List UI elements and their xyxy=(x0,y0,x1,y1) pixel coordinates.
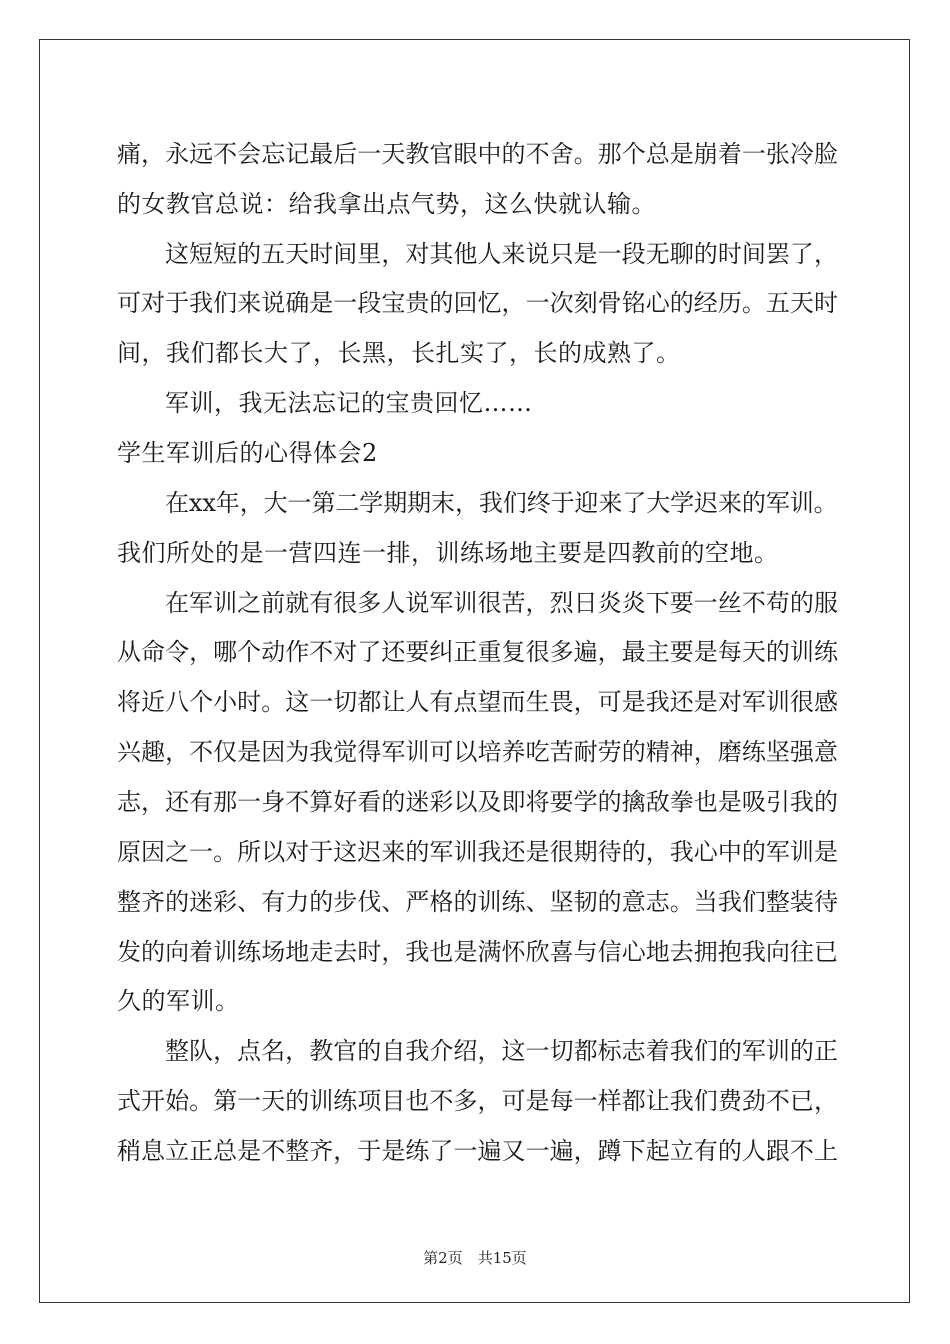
paragraph-start: 在军训之前就有很多人说军训很苦，烈日炎炎下要一丝不苟的服 xyxy=(165,589,838,617)
text-line: 我们所处的是一营四连一排，训练场地主要是四教前的空地。 xyxy=(117,539,779,567)
paragraph-start: 这短短的五天时间里，对其他人来说只是一段无聊的时间罢了， xyxy=(165,240,838,268)
text-line: 可对于我们来说确是一段宝贵的回忆，一次刻骨铭心的经历。五天时 xyxy=(117,289,838,317)
section-heading: 学生军训后的心得体会2 xyxy=(117,439,378,467)
paragraph-start: 整队，点名，教官的自我介绍，这一切都标志着我们的军训的正 xyxy=(165,1037,838,1065)
text-line: 将近八个小时。这一切都让人有点望而生畏，可是我还是对军训很感 xyxy=(117,688,838,716)
text-line: 稍息立正总是不整齐，于是练了一遍又一遍，蹲下起立有的人跟不上 xyxy=(117,1137,838,1165)
text-line: 发的向着训练场地走去时，我也是满怀欣喜与信心地去拥抱我向往已 xyxy=(117,938,838,966)
text-line: 间，我们都长大了，长黑，长扎实了，长的成熟了。 xyxy=(117,339,681,367)
text-line: 式开始。第一天的训练项目也不多，可是每一样都让我们费劲不已， xyxy=(117,1087,838,1115)
paragraph-start: 军训，我无法忘记的宝贵回忆…… xyxy=(165,389,533,417)
text-line: 兴趣，不仅是因为我觉得军训可以培养吃苦耐劳的精神，磨练坚强意 xyxy=(117,738,838,766)
text-line: 的女教官总说：给我拿出点气势，这么快就认输。 xyxy=(117,190,656,218)
text-line: 久的军训。 xyxy=(117,987,240,1015)
text-line: 原因之一。所以对于这迟来的军训我还是很期待的，我心中的军训是 xyxy=(117,838,838,866)
text-line: 从命令，哪个动作不对了还要纠正重复很多遍，最主要是每天的训练 xyxy=(117,638,838,666)
text-line: 志，还有那一身不算好看的迷彩以及即将要学的擒敌拳也是吸引我的 xyxy=(117,788,838,816)
page-number: 第2页 共15页 xyxy=(423,1249,527,1267)
paragraph-start: 在xx年，大一第二学期期末，我们终于迎来了大学迟来的军训。 xyxy=(165,489,838,517)
text-line: 整齐的迷彩、有力的步伐、严格的训练、坚韧的意志。当我们整装待 xyxy=(117,888,838,916)
text-line: 痛，永远不会忘记最后一天教官眼中的不舍。那个总是崩着一张冷脸 xyxy=(117,140,838,168)
